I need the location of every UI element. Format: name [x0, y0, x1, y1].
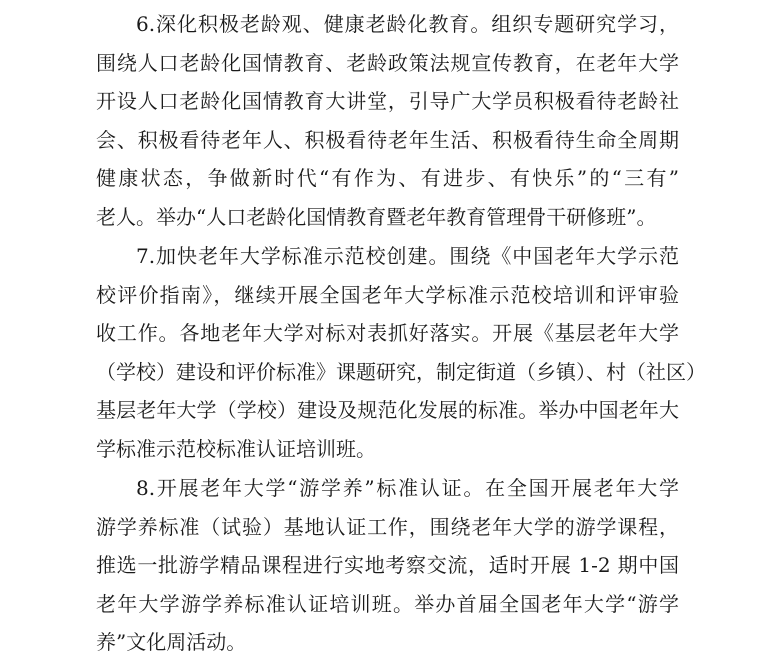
paragraph-line: 学标准示范校标准认证培训班。: [96, 436, 376, 461]
paragraph-line: 老年大学游学养标准认证培训班。举办首届全国老年大学“游学: [96, 591, 679, 616]
paragraph-line: 校评价指南》，继续开展全国老年大学标准示范校培训和评审验: [96, 282, 679, 307]
paragraph-line: 推选一批游学精品课程进行实地考察交流，适时开展 1-2 期中国: [96, 553, 679, 578]
paragraph-line: 收工作。各地老年大学对标对表抓好落实。开展《基层老年大学: [96, 321, 679, 346]
paragraph-line: 养”文化周活动。: [96, 630, 247, 655]
paragraph-line: 健康状态，争做新时代“有作为、有进步、有快乐”的“三有”: [96, 166, 679, 191]
paragraph-item-7: [96, 237, 706, 469]
paragraph-line: 老人。举办“人口老龄化国情教育暨老年教育管理骨干研修班”。: [96, 204, 657, 229]
paragraph-line: 游学养标准（试验）基地认证工作，围绕老年大学的游学课程，: [96, 514, 679, 539]
paragraph-item-6: [96, 5, 679, 237]
paragraph-line: 开设人口老龄化国情教育大讲堂，引导广大学员积极看待老龄社: [96, 89, 679, 114]
paragraph-line: （学校）建设和评价标准》课题研究，制定街道（乡镇）、村（社区）: [96, 359, 706, 384]
paragraph-line: 8.开展老年大学“游学养”标准认证。在全国开展老年大学: [136, 476, 679, 500]
paragraph-line: 6.深化积极老龄观、健康老龄化教育。组织专题研究学习，: [136, 12, 679, 36]
paragraph-line: 会、积极看待老年人、积极看待老年生活、积极看待生命全周期: [96, 127, 679, 152]
paragraph-line: 7.加快老年大学标准示范校创建。围绕《中国老年大学示范: [136, 244, 679, 268]
paragraph-line: 基层老年大学（学校）建设及规范化发展的标准。举办中国老年大: [96, 398, 679, 423]
paragraph-line: 围绕人口老龄化国情教育、老龄政策法规宣传教育，在老年大学: [96, 50, 679, 75]
paragraph-item-8: [96, 469, 679, 662]
